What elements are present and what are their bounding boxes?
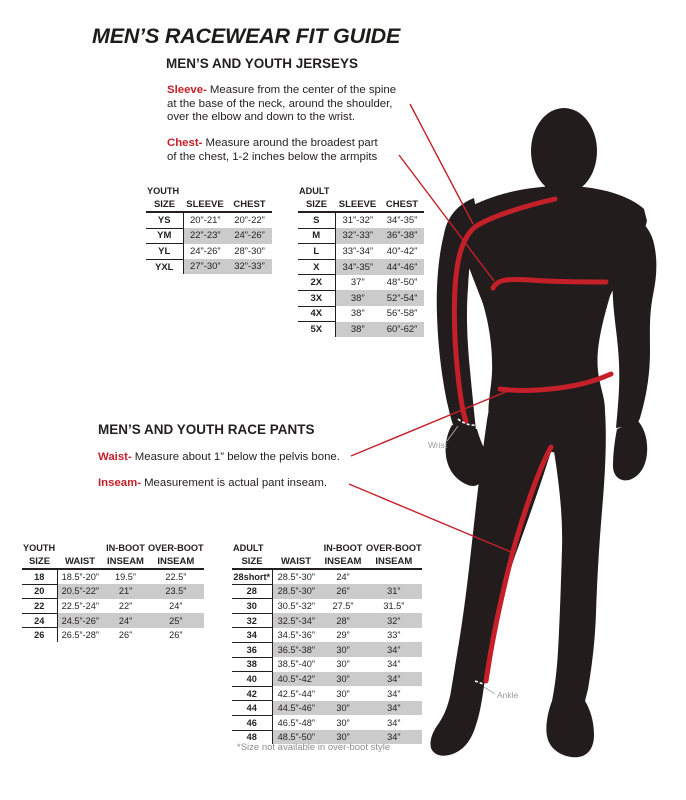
value-cell: 26.5”-28” [61, 629, 99, 640]
page-title: MEN’S RACEWEAR FIT GUIDE [92, 24, 401, 48]
value-cell: 52”-54” [380, 290, 424, 306]
chest-label: Chest- [167, 137, 203, 149]
value-cell: 31” [366, 584, 422, 599]
footnote: *Size not available in over-boot style [237, 742, 391, 753]
value-cell: 30” [336, 659, 350, 670]
size-cell: L [298, 244, 335, 260]
size-cell: 42 [232, 686, 272, 701]
size-cell: 38 [232, 657, 272, 672]
size-cell: 2X [298, 275, 335, 291]
value-cell: 44.5”-46” [272, 701, 320, 716]
table-row [232, 672, 422, 687]
value-cell: 32”-33” [227, 259, 272, 274]
ankle-annotation-label: Ankle [497, 690, 519, 700]
inseam-label: Inseam- [98, 477, 142, 489]
col-header-size: SIZE [232, 555, 272, 569]
table-row [232, 584, 422, 599]
size-cell: 32 [232, 613, 272, 628]
table-row [232, 715, 422, 730]
wrist-annotation-label: Wrist [428, 440, 448, 450]
value-cell: 24.5”-26” [57, 613, 103, 628]
col-header-size: SIZE [146, 198, 183, 212]
table-row [146, 259, 272, 274]
value-cell: 34” [366, 730, 422, 744]
size-cell: YXL [146, 259, 183, 274]
value-cell: 32”-33” [335, 228, 380, 244]
value-cell: 20.5”-22” [57, 584, 103, 599]
table-row [298, 322, 424, 337]
size-cell: 44 [232, 701, 272, 716]
table-row [22, 584, 204, 599]
value-cell: 34” [366, 642, 422, 657]
size-cell: 34 [232, 628, 272, 643]
sleeve-text-line3: over the elbow and down to the wrist. [167, 111, 356, 124]
size-cell: 3X [298, 290, 335, 306]
youth-pants-table [22, 541, 204, 642]
table-row [232, 686, 422, 701]
value-cell: 31”-32” [342, 215, 374, 227]
value-cell: 28” [320, 613, 366, 628]
value-cell: 24” [169, 600, 183, 611]
value-cell: 48”-50” [386, 277, 418, 289]
value-cell: 28.5”-30” [277, 572, 315, 583]
value-cell: 26” [169, 629, 183, 640]
body-silhouette [430, 108, 656, 757]
table-row [146, 244, 272, 260]
table-row [298, 259, 424, 275]
value-cell: 30” [336, 717, 350, 728]
value-cell: 34” [387, 659, 401, 670]
table-row [298, 244, 424, 260]
value-cell: 60”-62” [380, 322, 424, 337]
value-cell: 25” [148, 613, 204, 628]
table-row [298, 306, 424, 322]
value-cell: 28”-30” [234, 245, 265, 257]
value-cell: 34” [387, 688, 401, 699]
col-header-inseam: INSEAM [103, 555, 148, 569]
value-cell: 34.5”-36” [277, 630, 315, 641]
col-header-waist: WAIST [272, 555, 320, 569]
value-cell: 32.5”-34” [272, 613, 320, 628]
table-row [22, 628, 204, 642]
right-leg-shape [546, 411, 605, 757]
sleeve-label: Sleeve- [167, 84, 207, 96]
col-header-overboot: OVER-BOOT [148, 543, 204, 553]
value-cell: 22.5”-24” [61, 600, 99, 611]
value-cell: 20”-22” [234, 215, 265, 227]
value-cell: 27”-30” [183, 259, 227, 274]
table-group-label: YOUTH [23, 543, 56, 553]
table-row [232, 642, 422, 657]
size-cell: 36 [232, 642, 272, 657]
value-cell: 33”-34” [342, 245, 374, 257]
value-cell: 18.5”-20” [61, 572, 99, 583]
value-cell: 30” [320, 701, 366, 716]
value-cell [366, 569, 422, 584]
size-cell: 24 [22, 613, 57, 628]
value-cell: 34” [387, 717, 401, 728]
size-cell: 5X [298, 322, 335, 337]
value-cell: 23.5” [148, 584, 204, 599]
value-cell: 36.5”-38” [272, 642, 320, 657]
value-cell: 28.5”-30” [272, 584, 320, 599]
size-cell: M [298, 228, 335, 244]
col-header-size: SIZE [298, 198, 335, 212]
value-cell: 22” [118, 600, 133, 611]
table-row [298, 275, 424, 291]
value-cell: 32” [366, 613, 422, 628]
waist-text: Measure about 1” below the pelvis bone. [134, 451, 340, 463]
table-row [232, 657, 422, 672]
size-cell: YS [146, 212, 183, 228]
value-cell: 24”-26” [227, 228, 272, 244]
size-cell: 22 [22, 599, 57, 614]
value-cell: 40”-42” [386, 245, 418, 257]
value-cell: 38.5”-40” [277, 659, 315, 670]
value-cell: 33” [387, 630, 401, 641]
table-row [22, 613, 204, 628]
value-cell: 30” [320, 642, 366, 657]
value-cell: 37” [350, 277, 365, 289]
value-cell: 26” [118, 629, 133, 640]
value-cell: 26” [320, 584, 366, 599]
col-header-inseam: INSEAM [148, 555, 204, 569]
col-header-chest: CHEST [227, 198, 272, 212]
jerseys-heading: MEN’S AND YOUTH JERSEYS [166, 56, 359, 71]
size-cell: S [298, 212, 335, 228]
waist-instructions [98, 451, 340, 465]
adult-pants-table [232, 541, 422, 744]
table-row [22, 599, 204, 614]
col-header-size: SIZE [22, 555, 57, 569]
value-cell: 36”-38” [380, 228, 424, 244]
chest-text-line2: of the chest, 1-2 inches below the armpits [167, 150, 378, 163]
col-header-overboot: OVER-BOOT [366, 543, 422, 553]
table-row [298, 212, 424, 228]
youth-jersey-table [146, 184, 272, 274]
header-spacer [57, 541, 103, 555]
value-cell: 34” [366, 701, 422, 716]
size-cell: 4X [298, 306, 335, 322]
value-cell: 38” [335, 290, 380, 306]
value-cell: 31.5” [383, 600, 405, 611]
col-header-inseam: INSEAM [320, 555, 366, 569]
value-cell: 30” [320, 672, 366, 687]
value-cell: 24” [103, 613, 148, 628]
adult-jersey-table [298, 184, 424, 337]
value-cell: 34” [366, 672, 422, 687]
value-cell: 30” [320, 730, 366, 744]
col-header-inseam: INSEAM [366, 555, 422, 569]
table-group-label: YOUTH [147, 186, 180, 196]
table-row [232, 613, 422, 628]
col-header-sleeve: SLEEVE [335, 198, 380, 212]
size-cell: 40 [232, 672, 272, 687]
col-header-inboot: IN-BOOT [106, 543, 145, 553]
value-cell: 30.5”-32” [277, 600, 315, 611]
value-cell: 27.5” [332, 600, 354, 611]
value-cell: 22”-23” [183, 228, 227, 244]
table-row [298, 228, 424, 244]
value-cell: 30” [336, 688, 350, 699]
col-header-sleeve: SLEEVE [183, 198, 227, 212]
table-row [232, 599, 422, 614]
value-cell: 34”-35” [386, 215, 418, 227]
pants-heading: MEN’S AND YOUTH RACE PANTS [98, 422, 315, 437]
size-cell: 18 [22, 569, 57, 584]
value-cell: 24” [336, 572, 350, 583]
value-cell: 21” [103, 584, 148, 599]
value-cell: 42.5”-44” [277, 688, 315, 699]
sleeve-text-line2: at the base of the neck, around the shoulder, [167, 97, 393, 110]
col-header-chest: CHEST [380, 198, 424, 212]
table-row [298, 290, 424, 306]
value-cell: 29” [336, 630, 350, 641]
value-cell: 22.5” [165, 572, 187, 583]
table-row [22, 569, 204, 584]
value-cell: 48.5”-50” [272, 730, 320, 744]
size-cell: 28short* [232, 569, 272, 584]
right-arm-shape [610, 208, 657, 428]
value-cell: 38” [350, 308, 365, 320]
table-row [232, 569, 422, 584]
inseam-instructions [98, 477, 327, 491]
col-header-inboot: IN-BOOT [323, 543, 363, 553]
ankle-pointer-line [484, 687, 495, 694]
value-cell: 40.5”-42” [272, 672, 320, 687]
table-group-label: ADULT [233, 543, 264, 553]
value-cell: 34”-35” [335, 259, 380, 275]
chest-text-line1: Measure around the broadest part [205, 137, 378, 149]
size-cell: 20 [22, 584, 57, 599]
size-cell: 48 [232, 730, 272, 744]
size-cell: YL [146, 244, 183, 260]
value-cell: 46.5”-48” [277, 717, 315, 728]
size-cell: 28 [232, 584, 272, 599]
value-cell: 24”-26” [189, 245, 221, 257]
table-row [232, 628, 422, 643]
sleeve-instructions [167, 84, 396, 125]
sleeve-text-line1: Measure from the center of the spine [209, 84, 397, 96]
value-cell: 19.5” [115, 572, 136, 583]
value-cell: 44”-46” [380, 259, 424, 275]
header-spacer [272, 541, 320, 555]
value-cell: 56”-58” [386, 308, 418, 320]
right-hand-shape [613, 421, 647, 480]
col-header-waist: WAIST [57, 555, 103, 569]
value-cell: 38” [335, 322, 380, 337]
chest-instructions [167, 137, 378, 164]
size-cell: 46 [232, 715, 272, 730]
table-row [232, 701, 422, 716]
table-group-label: ADULT [299, 186, 330, 196]
inseam-text: Measurement is actual pant inseam. [144, 477, 328, 489]
value-cell: 20”-21” [189, 215, 221, 227]
size-cell: 26 [22, 628, 57, 642]
table-row [146, 212, 272, 228]
size-cell: YM [146, 228, 183, 244]
size-cell: 30 [232, 599, 272, 614]
size-cell: X [298, 259, 335, 275]
waist-label: Waist- [98, 451, 132, 463]
table-row [146, 228, 272, 244]
